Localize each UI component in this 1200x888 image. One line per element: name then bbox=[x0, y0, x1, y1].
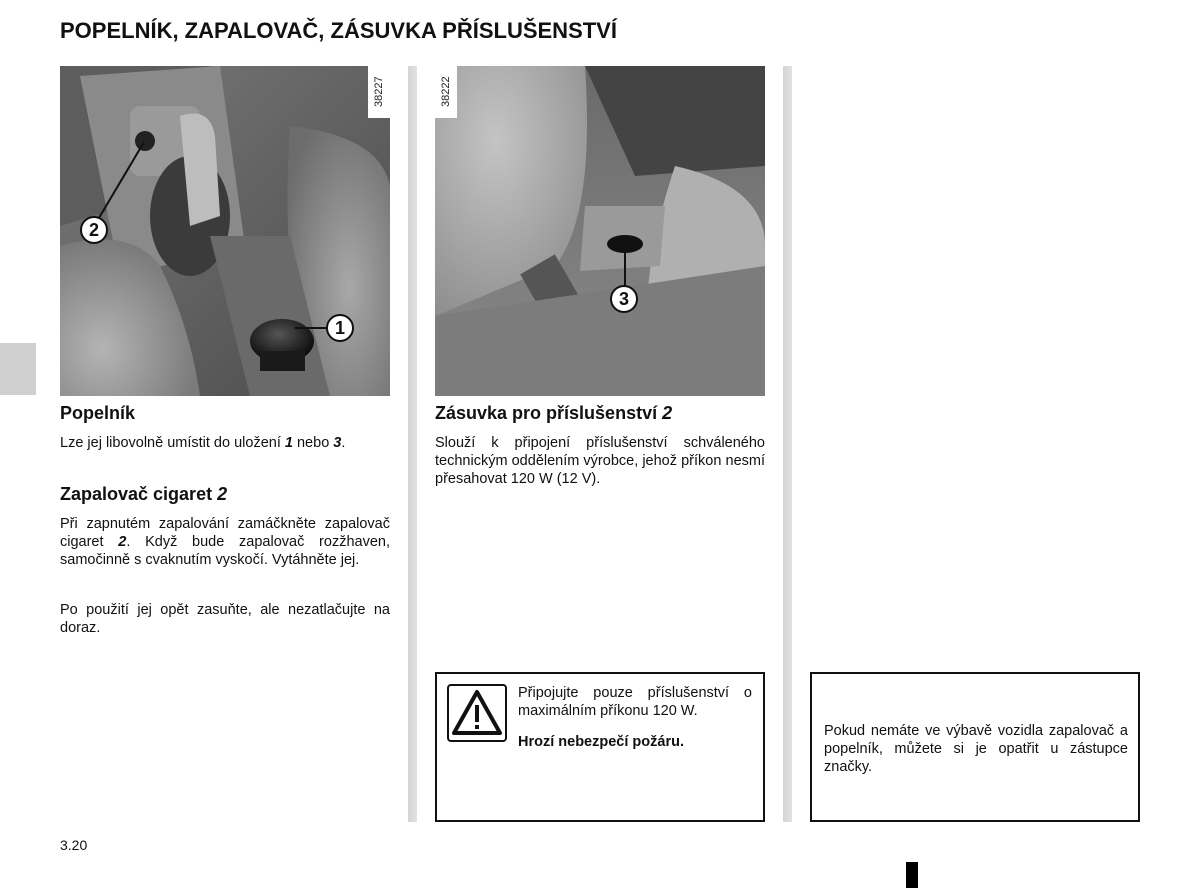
ashtray-text bbox=[60, 434, 390, 452]
heading-lighter bbox=[60, 484, 227, 505]
heading-ashtray: Popelník bbox=[60, 403, 136, 423]
ref-socket-position: 3 bbox=[333, 435, 342, 451]
figure-ashtray-lighter bbox=[60, 66, 390, 396]
note-text: Pokud nemáte ve výbavě vozidla zapalovač a popelník, můžete si je opatřit u zástupce značky. bbox=[824, 723, 1128, 775]
heading-socket bbox=[435, 403, 672, 424]
figure-accessory-socket-image bbox=[435, 66, 765, 396]
warning-text: Připojujte pouze příslušenství o maximálním příkonu 120 W. bbox=[518, 685, 752, 719]
lighter-text-part: . Když bude zapalovač rozžhaven, samočinně s cvaknutím vyskočí. Vytáhněte jej. bbox=[60, 534, 390, 568]
page-title: POPELNÍK, ZAPALOVAČ, ZÁSUVKA PŘÍSLUŠENSTVÍ bbox=[60, 18, 617, 43]
lighter-text-2: Po použití jej opět zasuňte, ale nezatlačujte na doraz. bbox=[60, 602, 390, 636]
ashtray-text-part: . bbox=[341, 435, 346, 451]
warning-triangle-icon bbox=[447, 684, 507, 742]
ashtray-text-part: nebo bbox=[292, 435, 334, 451]
column-divider-right bbox=[783, 66, 792, 822]
figure-reference-number: 38222 bbox=[435, 66, 457, 118]
ref-lighter: 2 bbox=[118, 534, 127, 550]
chapter-tab bbox=[0, 343, 36, 395]
ashtray-text-part: Lze jej libovolně umístit do uložení bbox=[60, 435, 285, 451]
column-divider-left bbox=[408, 66, 417, 822]
page-edge-marker bbox=[906, 862, 918, 888]
figure-reference-number: 38227 bbox=[368, 66, 390, 118]
heading-lighter-text: Zapalovač cigaret bbox=[60, 484, 213, 504]
figure-accessory-socket bbox=[435, 66, 765, 396]
ref-ashtray-position: 1 bbox=[284, 435, 293, 451]
socket-text: Slouží k připojení příslušenství schváleného technickým oddělením výrobce, jehož příkon nesmí přesahovat 120 W (12 V). bbox=[435, 435, 765, 487]
callout-lighter: 2 bbox=[80, 216, 108, 244]
lighter-text-part: Při zapnutém zapalování zamáčkněte zapalovač cigaret bbox=[60, 516, 390, 550]
page-number: 3.20 bbox=[60, 837, 88, 853]
heading-socket-text: Zásuvka pro příslušenství bbox=[435, 403, 658, 423]
heading-socket-ref: 2 bbox=[662, 403, 673, 423]
figure-ashtray-lighter-image bbox=[60, 66, 390, 396]
heading-lighter-ref: 2 bbox=[217, 484, 228, 504]
callout-ashtray: 1 bbox=[326, 314, 354, 342]
warning-box bbox=[435, 672, 765, 822]
note-box bbox=[810, 672, 1140, 822]
warning-bold-text: Hrozí nebezpečí požáru. bbox=[518, 734, 684, 750]
lighter-text bbox=[60, 515, 390, 569]
callout-socket: 3 bbox=[610, 285, 638, 313]
